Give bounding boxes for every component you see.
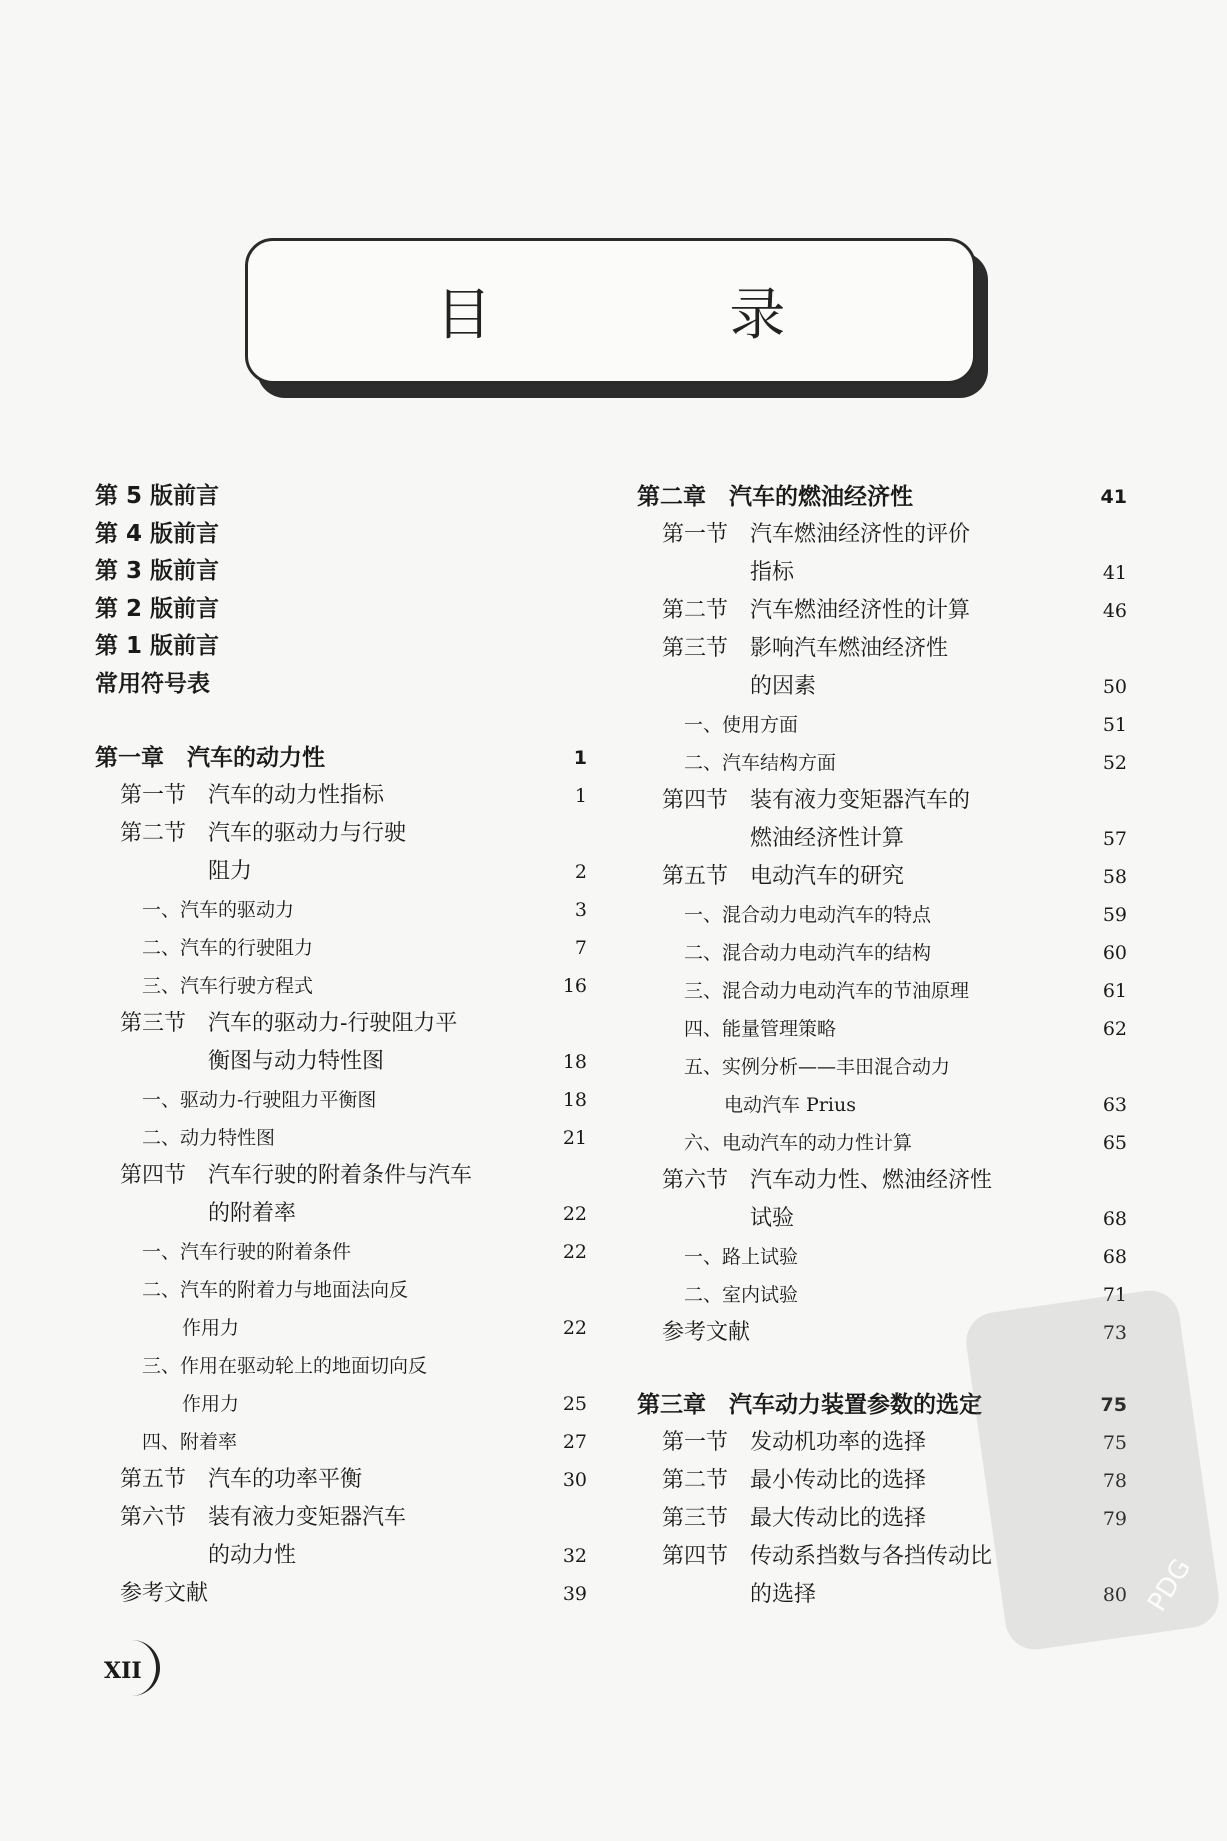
toc-entry-label [662, 592, 970, 630]
toc-sub [637, 1238, 1127, 1276]
dot-leader [247, 1423, 553, 1461]
toc-entry-label [142, 1233, 351, 1271]
toc-page-number: 18 [562, 1051, 587, 1073]
toc-page-number: 3 [574, 899, 587, 921]
dot-leader [394, 777, 565, 815]
toc-entry-label [684, 896, 931, 934]
dot-leader [285, 1119, 553, 1157]
toc-entry-text: 一、汽车的驱动力 [142, 899, 295, 921]
dot-leader [914, 820, 1093, 858]
toc-entry-number: 第三节 [662, 1506, 729, 1531]
toc-page-number: 41 [1100, 486, 1127, 508]
toc-section [95, 1499, 587, 1575]
toc-left-column [95, 478, 587, 1613]
toc-section [95, 1575, 587, 1613]
toc-entry-continuation: 作用力 [182, 1393, 240, 1415]
toc-entry-number: 第一章 [95, 745, 164, 771]
toc-entry-label [120, 1499, 406, 1537]
toc-entry-label [120, 1157, 472, 1195]
toc-entry-text: 汽车行驶的附着条件与汽车 [208, 1163, 473, 1188]
toc-page-number: 68 [1102, 1246, 1127, 1268]
toc-entry-label [637, 478, 913, 516]
toc-entry-text: 最小传动比的选择 [750, 1468, 927, 1493]
toc-entry-text: 参考文献 [662, 1320, 751, 1345]
toc-entry-text: 六、电动汽车的动力性计算 [684, 1132, 913, 1154]
toc-entry-label [637, 1386, 982, 1424]
toc-section [637, 858, 1127, 896]
toc-page-number: 27 [562, 1431, 587, 1453]
toc-section [637, 516, 1127, 592]
toc-page-number: 16 [562, 975, 587, 997]
dot-leader [941, 896, 1093, 934]
toc-entry-text: 三、混合动力电动汽车的节油原理 [684, 980, 970, 1002]
toc-entry-text: 汽车的驱动力与行驶 [208, 821, 407, 846]
dot-leader [979, 972, 1093, 1010]
dot-leader [372, 1461, 553, 1499]
toc-entry-number: 第二章 [637, 484, 706, 510]
toc-entry-text: 五、实例分析——丰田混合动力 [684, 1056, 951, 1078]
dot-leader [323, 929, 565, 967]
toc-page-number: 39 [562, 1583, 587, 1605]
toc-entry-text: 二、动力特性图 [142, 1127, 276, 1149]
dot-leader [218, 1575, 553, 1613]
toc-page-number: 22 [562, 1317, 587, 1339]
toc-entry-label [684, 1238, 798, 1276]
toc-entry-text: 四、附着率 [142, 1431, 238, 1453]
toc-section [95, 1461, 587, 1499]
toc-sub [95, 1423, 587, 1461]
toc-entry-text: 二、汽车结构方面 [684, 752, 837, 774]
dot-leader [923, 478, 1091, 516]
toc-page-number: 73 [1102, 1322, 1127, 1344]
toc-entry-label [120, 1005, 457, 1043]
toc-entry-text: 二、汽车的附着力与地面法向反 [142, 1279, 409, 1301]
toc-entry-text: 二、室内试验 [684, 1284, 799, 1306]
toc-entry-label [142, 1081, 376, 1119]
toc-entry-number: 第五节 [662, 864, 729, 889]
toc-entry-label [142, 1423, 237, 1461]
toc-section [95, 815, 587, 891]
toc-entry-number: 第四节 [662, 788, 729, 813]
toc-entry-continuation: 的选择 [750, 1582, 817, 1607]
toc-sub [95, 891, 587, 929]
toc-entry-number: 第一节 [662, 522, 729, 547]
toc-sub [637, 934, 1127, 972]
toc-page-number: 79 [1102, 1508, 1127, 1530]
toc-section [95, 777, 587, 815]
toc-entry-continuation: 的附着率 [208, 1201, 297, 1226]
toc-preface-item: 常用符号表 [95, 670, 210, 697]
toc-entry-text: 二、混合动力电动汽车的结构 [684, 942, 932, 964]
toc-entry-number: 第二节 [662, 598, 729, 623]
toc-entry-label [662, 1162, 992, 1200]
toc-page-number: 63 [1102, 1094, 1127, 1116]
dot-leader [914, 858, 1093, 896]
toc-entry-number: 第三章 [637, 1392, 706, 1418]
toc-page-number: 75 [1100, 1394, 1127, 1416]
toc-page-number: 78 [1102, 1470, 1127, 1492]
toc-entry-label [684, 706, 798, 744]
toc-entry-label [662, 858, 904, 896]
toc-entry-label [684, 1124, 912, 1162]
toc-sub [637, 1048, 1127, 1124]
dot-leader [249, 1385, 553, 1423]
toc-entry-label [120, 1575, 208, 1613]
toc-entry-number: 第六节 [662, 1168, 729, 1193]
toc-page-number: 22 [562, 1241, 587, 1263]
watermark-text: PDG [1142, 1553, 1198, 1618]
page-number: XII [104, 1658, 142, 1684]
toc-page-number: 59 [1102, 904, 1127, 926]
dot-leader [922, 1124, 1093, 1162]
toc-sub [95, 1347, 587, 1423]
toc-page-number: 65 [1102, 1132, 1127, 1154]
toc-page-number: 62 [1102, 1018, 1127, 1040]
toc-entry-text: 三、汽车行驶方程式 [142, 975, 314, 997]
toc-entry-label [142, 1119, 275, 1157]
spacer [95, 703, 587, 739]
toc-sub [95, 1081, 587, 1119]
toc-entry-text: 汽车燃油经济性的计算 [750, 598, 971, 623]
toc-entry-continuation: 阻力 [208, 859, 253, 884]
toc-entry-continuation: 作用力 [182, 1317, 240, 1339]
toc-page-number: 32 [562, 1545, 587, 1567]
toc-entry-text: 汽车的燃油经济性 [729, 484, 913, 510]
dot-leader [262, 853, 565, 891]
toc-sub [95, 1233, 587, 1271]
toc-entry-label [142, 929, 313, 967]
dot-leader [306, 1537, 553, 1575]
toc-preface-item: 第 1 版前言 [95, 633, 220, 659]
toc-section [95, 1005, 587, 1081]
toc-page-number: 61 [1102, 980, 1127, 1002]
toc-entry-number: 第一节 [662, 1430, 729, 1455]
toc-entry-label [142, 1271, 408, 1309]
toc-page-number: 2 [574, 861, 587, 883]
toc-entry-text: 汽车燃油经济性的评价 [750, 522, 971, 547]
toc-section [637, 782, 1127, 858]
toc-entry-label [120, 1461, 362, 1499]
toc-entry-text: 电动汽车的研究 [750, 864, 905, 889]
toc-entry-number: 第五节 [120, 1467, 187, 1492]
toc-entry-continuation: 衡图与动力特性图 [208, 1049, 385, 1074]
toc-entry-text: 影响汽车燃油经济性 [750, 636, 949, 661]
toc-entry-text: 二、汽车的行驶阻力 [142, 937, 314, 959]
toc-page-number: 57 [1102, 828, 1127, 850]
toc-page-number: 1 [574, 785, 587, 807]
toc-entry-label [95, 739, 325, 777]
dot-leader [335, 739, 564, 777]
toc-page-number: 1 [573, 747, 587, 769]
dot-leader [804, 554, 1093, 592]
toc-entry-number: 第四节 [662, 1544, 729, 1569]
toc-page-number: 52 [1102, 752, 1127, 774]
toc-entry-number: 第二节 [120, 821, 187, 846]
toc-page-number: 25 [562, 1393, 587, 1415]
toc-chapter [95, 739, 587, 777]
dot-leader [866, 1086, 1093, 1124]
toc-entry-text: 装有液力变矩器汽车 [208, 1505, 407, 1530]
toc-entry-text: 一、汽车行驶的附着条件 [142, 1241, 352, 1263]
toc-sub [637, 706, 1127, 744]
toc-section [637, 630, 1127, 706]
dot-leader [361, 1233, 553, 1271]
preface-list [95, 478, 587, 703]
toc-sub [95, 929, 587, 967]
toc-entry-label [684, 1010, 836, 1048]
toc-entry-text: 一、混合动力电动汽车的特点 [684, 904, 932, 926]
toc-entry-text: 汽车动力装置参数的选定 [729, 1392, 982, 1418]
toc-entry-label [662, 1500, 926, 1538]
page-title: 目 录 [435, 283, 896, 348]
dot-leader [386, 1081, 552, 1119]
toc-entry-label [684, 744, 836, 782]
toc-entry-text: 汽车动力性、燃油经济性 [750, 1168, 993, 1193]
toc-preface-item: 第 5 版前言 [95, 483, 220, 509]
toc-page-number: 58 [1102, 866, 1127, 888]
toc-entry-label [142, 1347, 427, 1385]
toc-sub [95, 967, 587, 1005]
toc-preface-item: 第 2 版前言 [95, 595, 220, 622]
toc-entry-text: 传动系挡数与各挡传动比 [750, 1544, 993, 1569]
toc-sub [95, 1119, 587, 1157]
dot-leader [808, 1238, 1093, 1276]
toc-entry-number: 第三节 [662, 636, 729, 661]
toc-entry-text: 装有液力变矩器汽车的 [750, 788, 971, 813]
toc-entry-label [684, 972, 969, 1010]
toc-page-number: 68 [1102, 1208, 1127, 1230]
dot-leader [804, 1200, 1093, 1238]
toc-entry-label [142, 891, 294, 929]
toc-entry-text: 参考文献 [120, 1581, 209, 1606]
toc-page-number: 18 [562, 1089, 587, 1111]
toc-preface-item: 第 4 版前言 [95, 520, 220, 547]
toc-entry-number: 第四节 [120, 1163, 187, 1188]
toc-page-number: 21 [562, 1127, 587, 1149]
toc-entry-number: 第二节 [662, 1468, 729, 1493]
toc-entry-text: 四、能量管理策略 [684, 1018, 837, 1040]
toc-page-number: 22 [562, 1203, 587, 1225]
toc-entry-text: 发动机功率的选择 [750, 1430, 927, 1455]
toc-sub [637, 896, 1127, 934]
toc-entry-label [662, 630, 948, 668]
toc-page-number: 50 [1102, 676, 1127, 698]
toc-page-number: 80 [1102, 1584, 1127, 1606]
dot-leader [323, 967, 553, 1005]
toc-entry-continuation: 燃油经济性计算 [750, 826, 905, 851]
toc-entry-text: 一、路上试验 [684, 1246, 799, 1268]
dot-leader [941, 934, 1093, 972]
dot-leader [826, 668, 1093, 706]
toc-entry-text: 一、驱动力-行驶阻力平衡图 [142, 1089, 377, 1111]
toc-page-number: 60 [1102, 942, 1127, 964]
toc-page-number: 30 [562, 1469, 587, 1491]
toc-entry-number: 第一节 [120, 783, 187, 808]
dot-leader [394, 1043, 553, 1081]
toc-entry-text: 汽车的动力性 [187, 745, 325, 771]
dot-leader [808, 706, 1093, 744]
toc-entry-text: 三、作用在驱动轮上的地面切向反 [142, 1355, 428, 1377]
toc-entry-label [684, 934, 931, 972]
toc-entry-label [662, 1314, 750, 1352]
toc-section [637, 592, 1127, 630]
toc-entry-label [662, 516, 970, 554]
toc-entry-label [120, 815, 406, 853]
toc-entry-label [662, 1424, 926, 1462]
toc-entry-text: 一、使用方面 [684, 714, 799, 736]
toc-entry-number: 第三节 [120, 1011, 187, 1036]
dot-leader [846, 744, 1093, 782]
toc-title-box [245, 238, 976, 384]
toc-entry-continuation: 试验 [750, 1206, 795, 1231]
toc-sub [637, 1124, 1127, 1162]
toc-entry-continuation: 电动汽车 Prius [724, 1094, 856, 1116]
toc-chapter [637, 478, 1127, 516]
toc-page-number: 51 [1102, 714, 1127, 736]
toc-entry-text: 汽车的功率平衡 [208, 1467, 363, 1492]
toc-sub [637, 1010, 1127, 1048]
toc-entry-continuation: 指标 [750, 560, 795, 585]
toc-page-number: 7 [574, 937, 587, 959]
dot-leader [980, 592, 1093, 630]
dot-leader [306, 1195, 553, 1233]
dot-leader [304, 891, 565, 929]
dot-leader [846, 1010, 1093, 1048]
toc-entry-continuation: 的动力性 [208, 1543, 297, 1568]
toc-page-number: 71 [1102, 1284, 1127, 1306]
toc-entry-label [120, 777, 384, 815]
toc-section [95, 1157, 587, 1233]
toc-entry-label [662, 782, 970, 820]
watermark-stamp [962, 1287, 1222, 1654]
dot-leader [249, 1309, 553, 1347]
toc-entry-label [684, 1048, 950, 1086]
toc-entry-text: 汽车的驱动力-行驶阻力平 [208, 1011, 458, 1036]
toc-entry-label [684, 1276, 798, 1314]
toc-preface-item: 第 3 版前言 [95, 558, 220, 584]
toc-entry-number: 第六节 [120, 1505, 187, 1530]
toc-sub [637, 744, 1127, 782]
toc-entry-continuation: 的因素 [750, 674, 817, 699]
toc-entry-label [662, 1462, 926, 1500]
toc-entry-text: 最大传动比的选择 [750, 1506, 927, 1531]
toc-entry-label [662, 1538, 992, 1576]
toc-page-number: 41 [1102, 562, 1127, 584]
toc-sub [95, 1271, 587, 1347]
toc-page-number: 75 [1102, 1432, 1127, 1454]
toc-page-number: 46 [1102, 600, 1127, 622]
toc-section [637, 1162, 1127, 1238]
toc-sub [637, 972, 1127, 1010]
toc-entry-text: 汽车的动力性指标 [208, 783, 385, 808]
toc-entry-label [142, 967, 313, 1005]
toc-left-list [95, 739, 587, 1613]
